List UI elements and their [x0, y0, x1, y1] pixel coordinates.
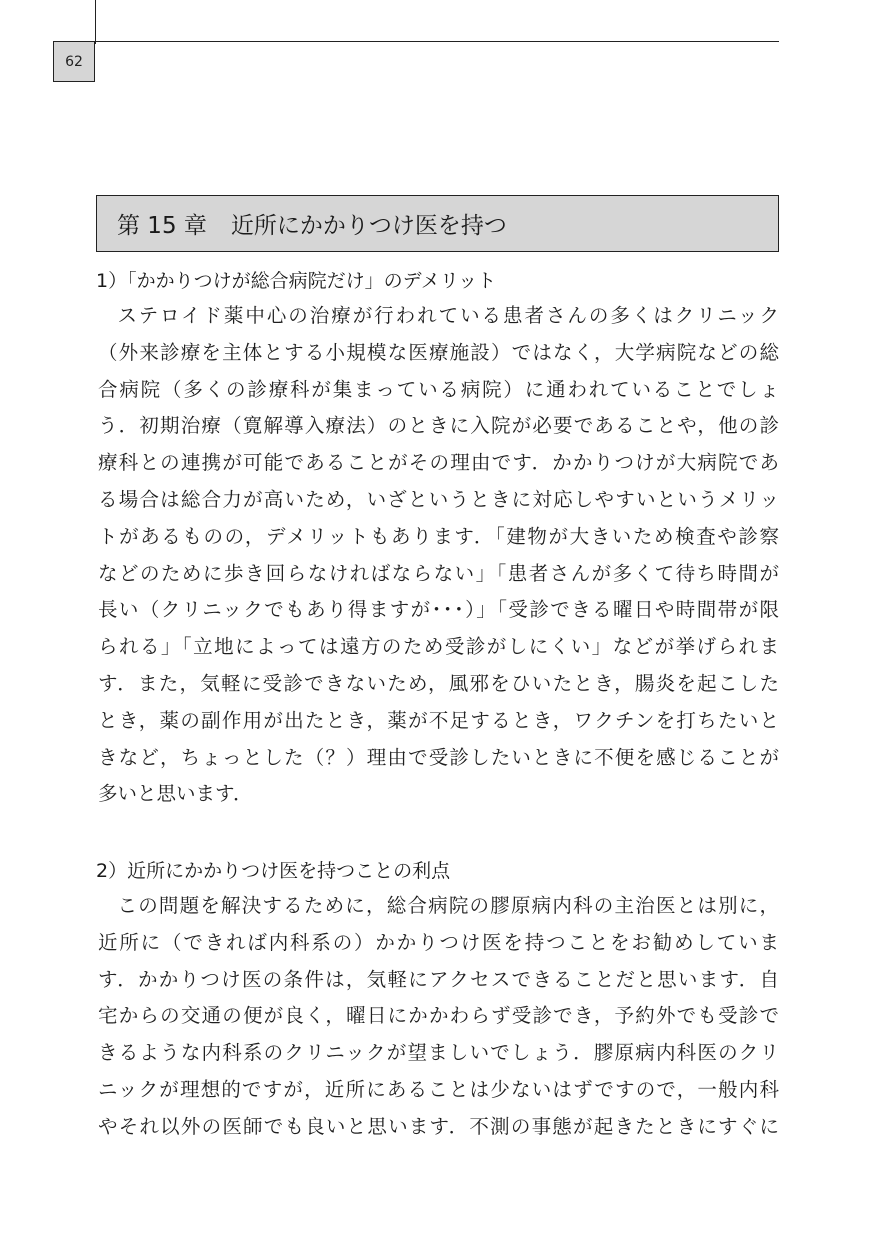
- text-line: う．初期治療（寛解導入療法）のときに入院が必要であることや，他の診: [98, 414, 779, 438]
- chapter-number: 第 15 章: [117, 213, 207, 239]
- text-line: ニックが理想的ですが，近所にあることは少ないはずですので，一般内科: [98, 1077, 779, 1101]
- text-line: ステロイド薬中心の治療が行われている患者さんの多くはクリニック: [117, 304, 779, 327]
- text-line: などのために歩き回らなければならない」「患者さんが多くて待ち時間が: [98, 561, 779, 585]
- text-line: きなど，ちょっとした（？）理由で受診したいときに不便を感じることが: [98, 745, 779, 769]
- text-line: 療科との連携が可能であることがその理由です．かかりつけが大病院であ: [98, 451, 779, 475]
- text-line: 合病院（多くの診療科が集まっている病院）に通われていることでしょ: [98, 377, 779, 401]
- text-line: す．かかりつけ医の条件は，気軽にアクセスできることだと思います．自: [98, 967, 779, 991]
- text-line: 多いと思います．: [98, 782, 253, 806]
- section-paragraph-1: [98, 298, 779, 813]
- header-vertical-rule: [95, 0, 96, 44]
- chapter-title: 近所にかかりつけ医を持つ: [230, 213, 507, 239]
- text-line: この問題を解決するために，総合病院の膠原病内科の主治医とは別に，: [117, 894, 779, 917]
- text-line: す．また，気軽に受診できないため，風邪をひいたとき，腸炎を起こした: [98, 671, 779, 695]
- text-line: やそれ以外の医師でも良いと思います．不測の事態が起きたときにすぐに: [98, 1114, 779, 1138]
- text-line: トがあるものの，デメリットもあります．「建物が大きいため検査や診察: [98, 524, 779, 548]
- text-line: る場合は総合力が高いため，いざというときに対応しやすいというメリッ: [98, 487, 779, 511]
- text-line: 宅からの交通の便が良く，曜日にかかわらず受診でき，予約外でも受診で: [98, 1004, 779, 1028]
- text-line: られる」「立地によっては遠方のため受診がしにくい」などが挙げられま: [98, 635, 779, 659]
- header-horizontal-rule: [95, 41, 779, 42]
- text-line: 近所に（できれば内科系の）かかりつけ医を持つことをお勧めしていま: [98, 930, 779, 954]
- page-number: 62: [53, 41, 95, 82]
- section-heading-1: 1）「かかりつけが総合病院だけ」のデメリット: [96, 270, 497, 292]
- text-line: （外来診療を主体とする小規模な医療施設）ではなく，大学病院などの総: [98, 340, 779, 364]
- section-paragraph-2: [98, 888, 779, 1146]
- section-heading-2: 2）近所にかかりつけ医を持つことの利点: [96, 860, 451, 882]
- text-line: 長い（クリニックでもあり得ますが･･･）」「受診できる曜日や時間帯が限: [98, 598, 779, 622]
- text-line: きるような内科系のクリニックが望ましいでしょう．膠原病内科医のクリ: [98, 1041, 779, 1065]
- text-line: とき，薬の副作用が出たとき，薬が不足するとき，ワクチンを打ちたいと: [98, 708, 779, 732]
- chapter-title-box: [96, 195, 779, 252]
